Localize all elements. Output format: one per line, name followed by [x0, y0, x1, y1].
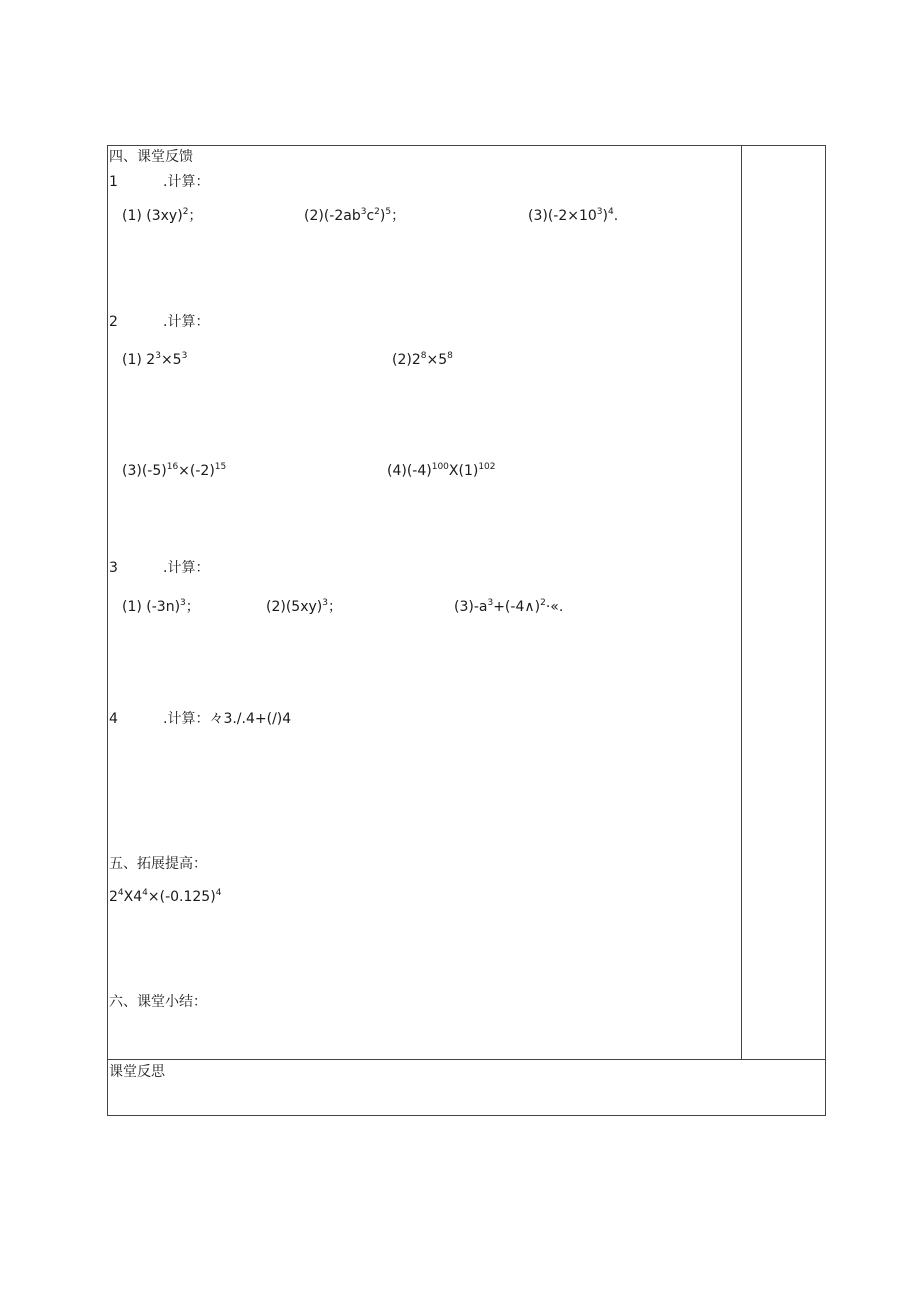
q4-label: .计算：々3./.4+(/)4: [163, 711, 292, 727]
column-divider: [741, 145, 742, 1060]
q2-number: 2: [109, 314, 118, 330]
section5-title: 五、拓展提高：: [109, 856, 207, 872]
q1-item2: $(2)(-2ab^3c^2)^5$；: [304, 207, 406, 224]
section5-expression: $2^4X4^4\times(-0.125)^4$: [109, 888, 222, 905]
q2-item2: $(2)2^8\times 5^8$: [392, 351, 453, 368]
q3-label: .计算：: [163, 560, 210, 576]
q1-item1: (1) $(3xy)^2$；: [122, 207, 203, 224]
q3-item2: $(2)(5xy)^3$；: [266, 598, 342, 615]
q4-number: 4: [109, 711, 118, 727]
q2-item1: (1) $2^3\times 5^3$: [122, 351, 188, 368]
q1-item3: $(3)(-2\times 10^3)^4$.: [528, 207, 619, 224]
q1-number: 1: [109, 174, 118, 190]
reflection-title: 课堂反思: [109, 1064, 165, 1080]
q2-label: .计算：: [163, 314, 210, 330]
q3-item1: (1) $(-3n)^3$；: [122, 598, 200, 615]
section6-title: 六、课堂小结：: [109, 994, 207, 1010]
q3-item3: $(3)-a^3+(-4\wedge)^2\cdot«$.: [454, 598, 564, 615]
section4-title: 四、课堂反馈: [109, 149, 193, 165]
q3-number: 3: [109, 560, 118, 576]
table-frame: [107, 145, 826, 1116]
q1-label: .计算：: [163, 174, 210, 190]
row-divider: [107, 1059, 826, 1060]
q2-item3: $(3)(-5)^{16}\times(-2)^{15}$: [122, 462, 227, 479]
q2-item4: $(4)(-4)^{100}X(1)^{102}$: [387, 462, 496, 479]
